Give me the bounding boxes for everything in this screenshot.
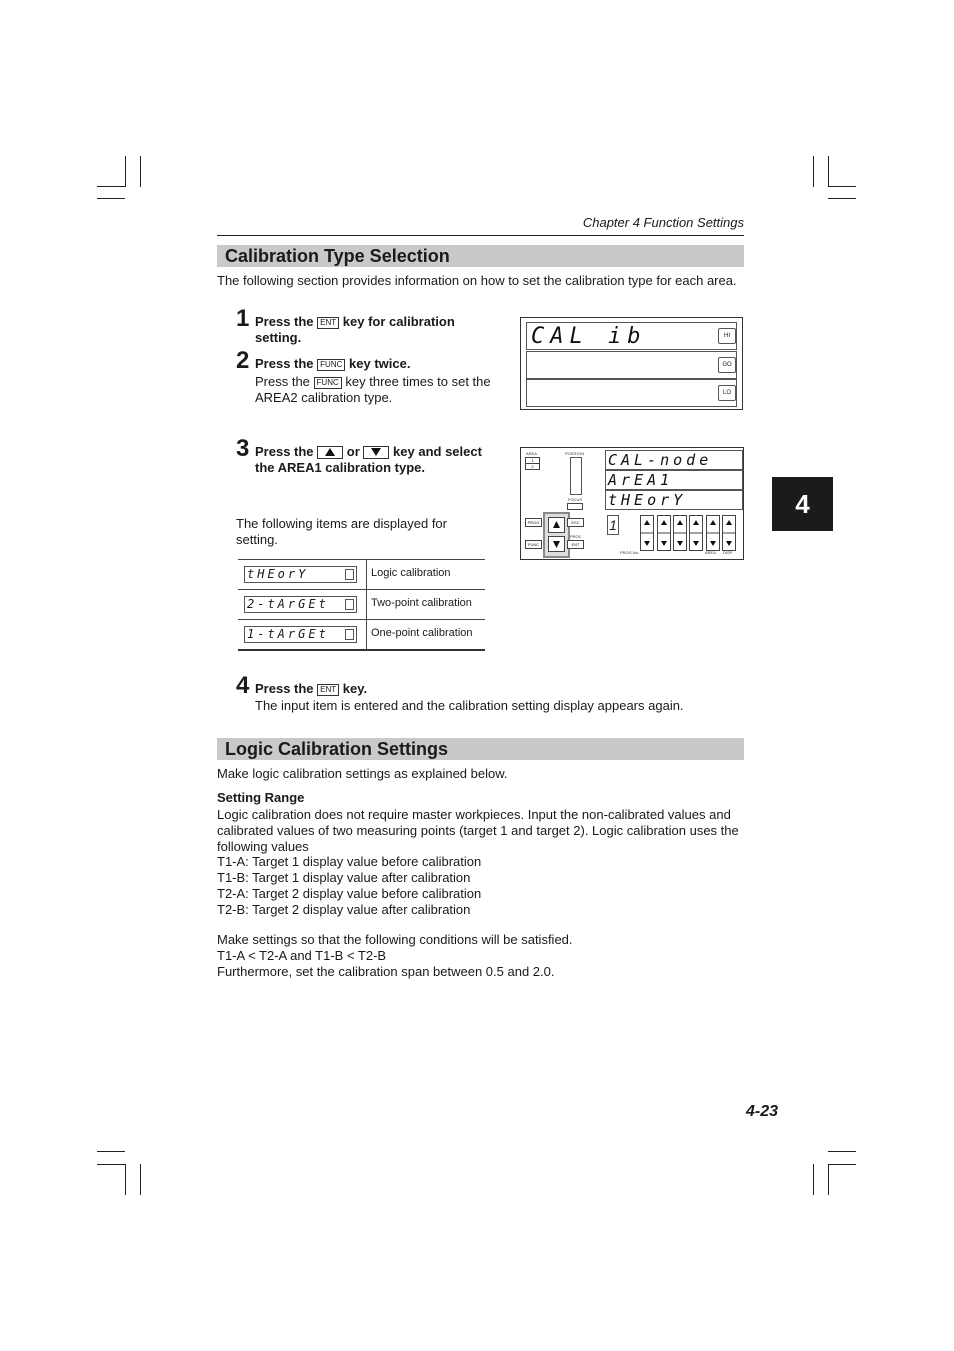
chapter-tab: 4 xyxy=(772,477,833,531)
section-intro: The following section provides information on how to set the calibration type for each area. xyxy=(217,273,737,288)
hi-indicator: HI xyxy=(718,328,736,344)
up-down-arrows-icon xyxy=(641,516,653,550)
func-key: FUNC xyxy=(525,540,542,549)
table-label: Logic calibration xyxy=(371,567,451,579)
func-key-icon: FUNC xyxy=(317,359,345,371)
table-label: One-point calibration xyxy=(371,627,473,639)
up-arrow-key-icon xyxy=(317,446,343,459)
panel-row-1 xyxy=(605,450,743,470)
crop-mark xyxy=(828,1151,856,1152)
focus-label: FOCUS xyxy=(568,497,582,502)
up-down-arrows-icon xyxy=(690,516,702,550)
area-label: AREA xyxy=(526,451,537,456)
crop-mark xyxy=(125,156,126,187)
crop-mark xyxy=(828,198,856,199)
panel-text-1: CAL-node xyxy=(608,451,713,469)
table-row xyxy=(238,620,485,651)
crop-mark xyxy=(140,1164,141,1195)
position-label: POSITION xyxy=(565,451,585,456)
lo-indicator: LO xyxy=(718,385,736,401)
position-bar xyxy=(570,457,582,495)
calibration-type-table xyxy=(238,559,485,651)
ent-key-icon: ENT xyxy=(317,317,339,329)
area2-indicator: 2 xyxy=(525,463,540,470)
section-title: Calibration Type Selection xyxy=(225,246,450,266)
section-title: Logic Calibration Settings xyxy=(225,739,449,759)
setting-range-heading: Setting Range xyxy=(217,790,305,805)
step-2-text: Press the FUNC key twice. xyxy=(255,356,411,371)
chapter-header: Chapter 4 Function Settings xyxy=(582,215,744,230)
panel-row-3 xyxy=(605,490,743,510)
digit-adjust-key xyxy=(657,515,671,551)
up-down-arrows-icon xyxy=(674,516,686,550)
up-key xyxy=(548,517,565,533)
conditions-text: Make settings so that the following conditions will be satisfied. T1-A < T2-A and T1-B < T2-B Furthermore, set the calibration span between 0.5 and 2.0. xyxy=(217,932,573,979)
displayed-items-text: The following items are displayed for setting. xyxy=(236,516,447,547)
table-row xyxy=(238,560,485,590)
step-number-1: 1 xyxy=(236,305,250,332)
ent-key-icon: ENT xyxy=(317,684,339,696)
step-4-text: Press the ENT key. xyxy=(255,681,368,696)
crop-mark xyxy=(97,198,125,199)
calib-display xyxy=(520,317,743,410)
indicator-mark xyxy=(345,569,354,580)
crop-mark xyxy=(828,1164,829,1195)
setting-range-text: Logic calibration does not require master workpieces. Input the non-calibrated values and calibrated values of two measuring points (target 1 and target 2). Logic calibration uses the following values T1-A: Target 1 display value before calibration T1-B: Target 1 display value after calibration T2-A: Target 2 display value before calibration T2-B: Target 2 display value after calibration xyxy=(217,807,739,917)
digit-adjust-key xyxy=(640,515,654,551)
prog-digit: 1 xyxy=(607,515,619,535)
step-1-text: Press the ENT key for calibration setting. xyxy=(255,314,455,345)
segment-display: 1-tArGEt xyxy=(244,626,357,643)
step-4-note: The input item is entered and the calibration setting display appears again. xyxy=(255,698,684,713)
control-panel-display xyxy=(520,447,744,560)
area1-indicator: 1 xyxy=(525,457,540,464)
crop-mark xyxy=(813,156,814,187)
crop-mark xyxy=(97,1164,125,1165)
display-row-3 xyxy=(526,379,737,407)
prog-key: PROG xyxy=(525,518,542,527)
section-heading-calibration-type xyxy=(217,245,744,267)
go-indicator: GO xyxy=(718,357,736,373)
digit-adjust-key xyxy=(673,515,687,551)
ent-key: ENT xyxy=(567,540,584,549)
page-number: 4-23 xyxy=(745,1103,778,1120)
display-row-2 xyxy=(526,351,737,379)
section-2-intro: Make logic calibration settings as explained below. xyxy=(217,766,508,781)
crop-mark xyxy=(828,156,829,187)
panel-row-2 xyxy=(605,470,743,490)
crop-mark xyxy=(813,1164,814,1195)
up-down-arrows-icon xyxy=(723,516,735,550)
prog-no-label: PROG.No. xyxy=(620,550,640,555)
step-3-text: Press the or key and select the AREA1 calibration type. xyxy=(255,444,482,475)
header-rule xyxy=(217,235,744,236)
area-b-label: AREA xyxy=(705,550,716,555)
up-down-arrows-icon xyxy=(707,516,719,550)
indicator-mark xyxy=(345,599,354,610)
crop-mark xyxy=(97,186,125,187)
up-down-arrows-icon xyxy=(658,516,670,550)
step-2-note: Press the FUNC key three times to set the AREA2 calibration type. xyxy=(255,374,491,405)
table-label: Two-point calibration xyxy=(371,597,472,609)
focus-indicator xyxy=(567,503,583,510)
down-key xyxy=(548,536,565,552)
section-heading-logic-calibration xyxy=(217,738,744,760)
down-arrow-key-icon xyxy=(363,446,389,459)
step-number-3: 3 xyxy=(236,435,250,462)
digit-adjust-key xyxy=(706,515,720,551)
step-number-2: 2 xyxy=(236,347,250,374)
panel-text-2: ArEA1 xyxy=(608,471,674,489)
arrow-key-group xyxy=(543,512,570,558)
proc-label: PROC xyxy=(570,534,582,539)
crop-mark xyxy=(140,156,141,187)
digit-adjust-key xyxy=(722,515,736,551)
display-text: CAL ib xyxy=(531,324,647,349)
crop-mark xyxy=(125,1164,126,1195)
crop-mark xyxy=(828,1164,856,1165)
digit-adjust-key xyxy=(689,515,703,551)
esc-key: ESC xyxy=(567,518,584,527)
func-key-icon: FUNC xyxy=(314,377,342,389)
crop-mark xyxy=(828,186,856,187)
segment-display: tHEorY xyxy=(244,566,357,583)
display-row-1 xyxy=(526,322,737,350)
indicator-mark xyxy=(345,629,354,640)
segment-display: 2-tArGEt xyxy=(244,596,357,613)
disp-label: DISP xyxy=(723,550,733,555)
table-row xyxy=(238,590,485,620)
panel-text-3: tHEorY xyxy=(608,491,687,509)
step-number-4: 4 xyxy=(236,672,250,699)
crop-mark xyxy=(97,1151,125,1152)
